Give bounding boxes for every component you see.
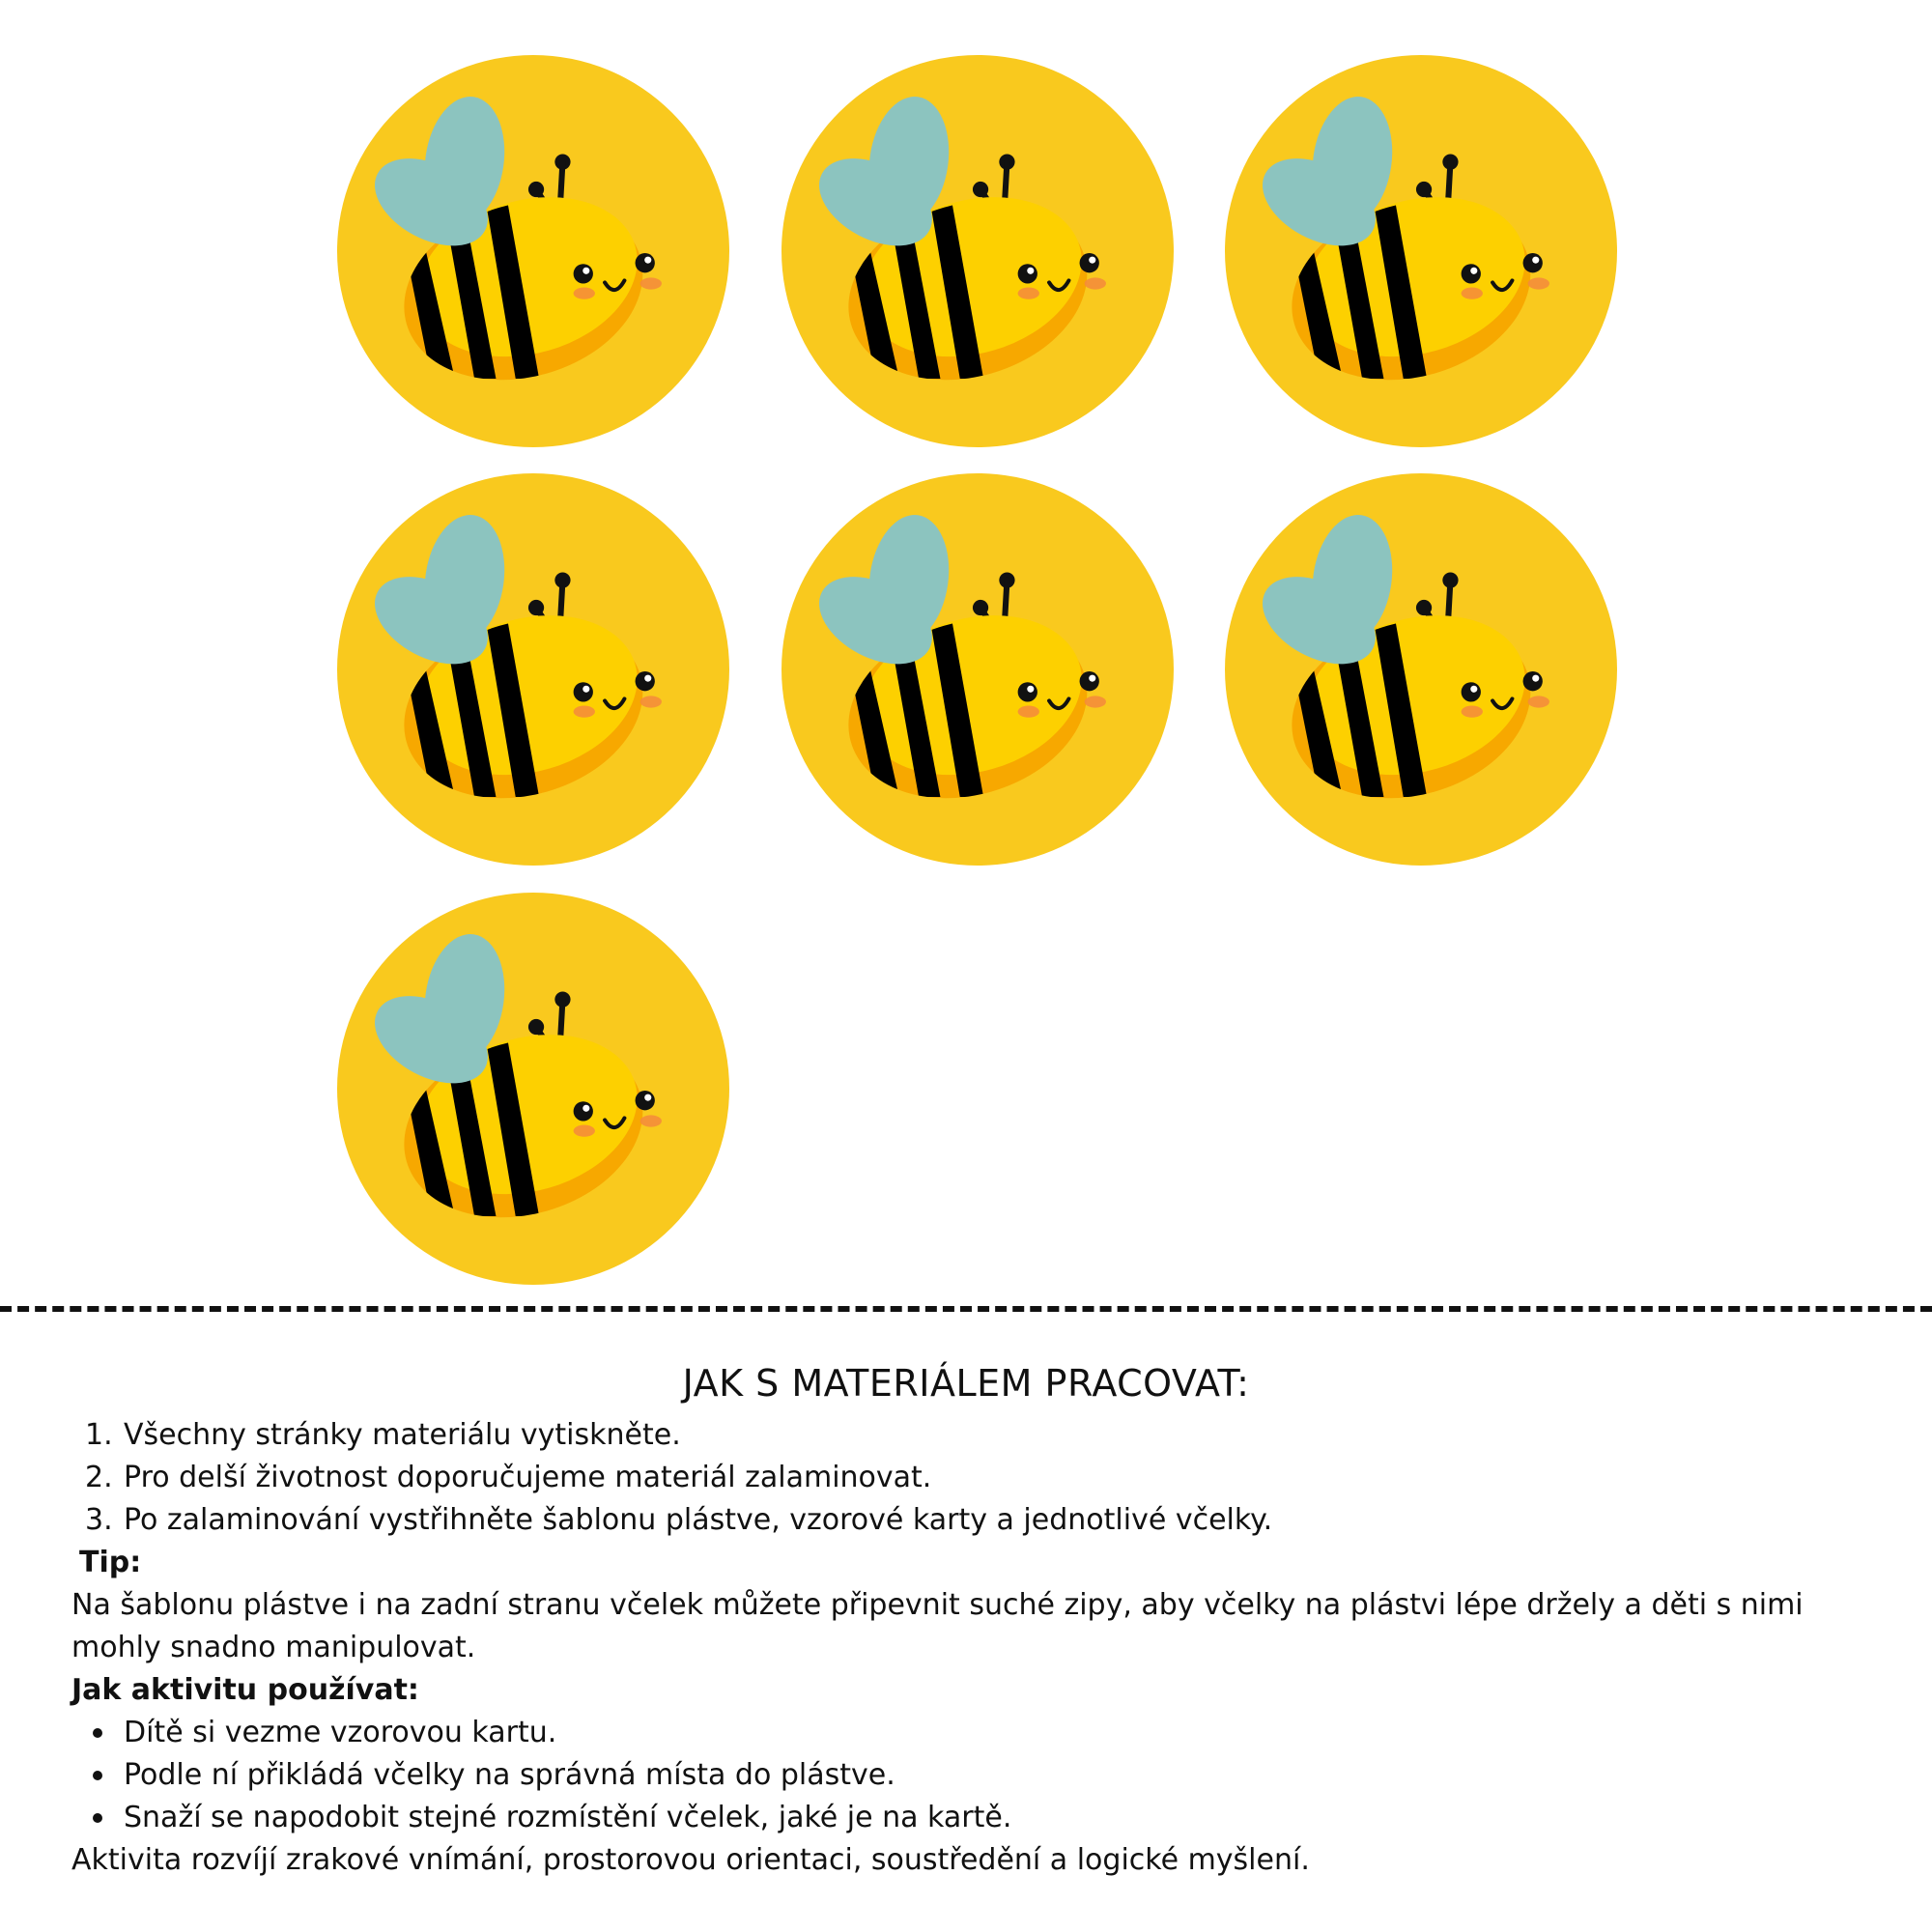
bee-icon: [781, 55, 1174, 447]
tip-label: Tip:: [79, 1546, 142, 1579]
bee-token: [337, 473, 729, 866]
usage-item-text: Snaží se napodobit stejné rozmístění včelek, jaké je na kartě.: [124, 1801, 1012, 1834]
usage-item-text: Podle ní přikládá včelky na správná místa do plástve.: [124, 1758, 895, 1792]
instructions-title: JAK S MATERIÁLEM PRACOVAT:: [682, 1362, 1250, 1405]
usage-item: [85, 1754, 1011, 1797]
bullet-icon: [93, 1771, 102, 1780]
step-number: 1.: [85, 1418, 113, 1452]
dashed-cut-line: [0, 1306, 1932, 1312]
step-item: [85, 1499, 1272, 1542]
usage-item-text: Dítě si vezme vzorovou kartu.: [124, 1716, 557, 1749]
steps-list: [85, 1414, 1272, 1542]
bullet-icon: [93, 1813, 102, 1823]
bee-icon: [337, 473, 729, 866]
bee-token: [337, 893, 729, 1285]
bullet-icon: [93, 1728, 102, 1738]
step-item: [85, 1414, 1272, 1457]
bee-icon: [337, 55, 729, 447]
step-text: Po zalaminování vystřihněte šablonu plástve, vzorové karty a jednotlivé včelky.: [124, 1503, 1273, 1537]
bee-icon: [1225, 55, 1617, 447]
bee-icon: [781, 473, 1174, 866]
step-item: [85, 1457, 1272, 1499]
usage-item: [85, 1712, 1011, 1754]
bee-token: [337, 55, 729, 447]
step-number: 2.: [85, 1461, 113, 1494]
bee-icon: [337, 893, 729, 1285]
closing-text: Aktivita rozvíjí zrakové vnímání, prostorovou orientaci, soustředění a logické myšlení.: [71, 1843, 1310, 1877]
step-number: 3.: [85, 1503, 113, 1537]
usage-label: Jak aktivitu používat:: [71, 1673, 419, 1707]
step-text: Pro delší životnost doporučujeme materiál zalaminovat.: [124, 1461, 932, 1494]
step-text: Všechny stránky materiálu vytiskněte.: [124, 1418, 681, 1452]
bee-token: [1225, 55, 1617, 447]
usage-item: [85, 1797, 1011, 1839]
bee-token: [781, 55, 1174, 447]
tip-text: Na šablonu plástve i na zadní stranu včelek můžete připevnit suché zipy, aby včelky na plástvi lépe držely a děti s nimi mohly snadno manipulovat.: [71, 1588, 1804, 1664]
bee-icon: [1225, 473, 1617, 866]
bee-token: [781, 473, 1174, 866]
bee-token: [1225, 473, 1617, 866]
usage-list: [85, 1712, 1011, 1839]
